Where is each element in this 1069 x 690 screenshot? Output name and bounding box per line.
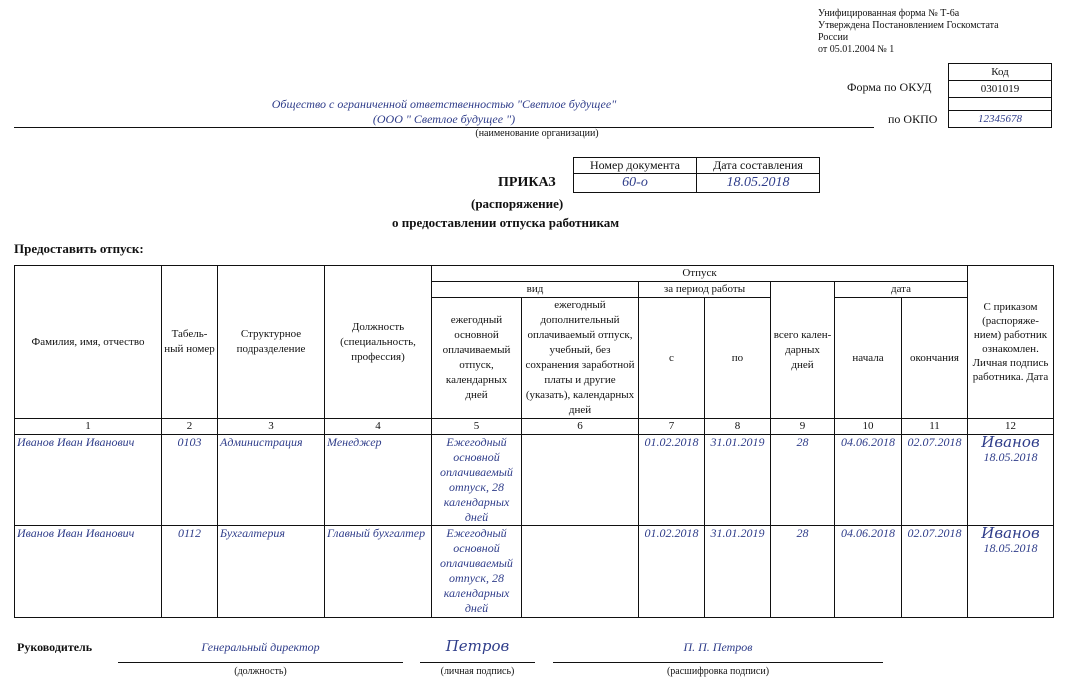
cell-end: 02.07.2018	[902, 435, 968, 526]
header-acquainted: С приказом (распоряже-нием) работник ознакомлен. Личная подпись работника. Дата	[968, 266, 1054, 419]
header-otpusk: Отпуск	[432, 266, 968, 282]
column-number: 2	[162, 419, 218, 435]
column-number: 4	[325, 419, 432, 435]
document-subtitle: (распоряжение)	[471, 196, 564, 211]
section-title: Предоставить отпуск:	[14, 241, 144, 256]
okud-value: 0301019	[949, 81, 1052, 98]
cell-signature	[968, 526, 1054, 618]
header-dates: дата	[835, 282, 968, 298]
cell-fio: Иванов Иван Иванович	[15, 435, 162, 526]
head-signature: Петров	[445, 637, 510, 655]
header-department: Структурное подразделение	[218, 266, 325, 419]
document-number-table	[573, 157, 820, 193]
header-end: окончания	[902, 298, 968, 419]
signature-date: 18.05.2018	[983, 450, 1038, 464]
header-from: с	[639, 298, 705, 419]
form-header-line: от 05.01.2004 № 1	[818, 44, 895, 55]
form-header	[818, 8, 1058, 56]
signature-line	[420, 662, 535, 663]
head-label: Руководитель	[17, 640, 93, 654]
head-position: Генеральный директор	[201, 640, 320, 654]
column-number: 11	[902, 419, 968, 435]
form-header-line: Унифицированная форма № Т-6а	[818, 8, 960, 19]
cell-start: 04.06.2018	[835, 435, 902, 526]
cell-annual: Ежегодный основной оплачиваемый отпуск, 28 календарных дней	[432, 526, 522, 618]
cell-start: 04.06.2018	[835, 526, 902, 618]
cell-fio: Иванов Иван Иванович	[15, 526, 162, 618]
document-subject: о предоставлении отпуска работникам	[392, 215, 620, 230]
cell-days: 28	[771, 526, 835, 618]
okud-label: Форма по ОКУД	[847, 80, 932, 94]
column-number: 3	[218, 419, 325, 435]
codes-table	[948, 63, 1052, 128]
cell-days: 28	[771, 435, 835, 526]
employee-signature: Иванов	[981, 433, 1040, 451]
header-vid: вид	[432, 282, 639, 298]
cell-tab-no: 0112	[162, 526, 218, 618]
header-fio: Фамилия, имя, отчество	[15, 266, 162, 419]
employee-signature: Иванов	[981, 524, 1040, 542]
form-header-line: России	[818, 32, 849, 43]
form-header-line: Утверждена Постановлением Госкомстата	[818, 20, 999, 31]
okpo-label: по ОКПО	[888, 112, 938, 126]
column-number: 1	[15, 419, 162, 435]
cell-annual: Ежегодный основной оплачиваемый отпуск, 28 календарных дней	[432, 435, 522, 526]
header-annual: ежегодный основной оплачиваемый отпуск, календарных дней	[432, 298, 522, 419]
table-row	[15, 526, 1054, 618]
cell-department: Бухгалтерия	[218, 526, 325, 618]
cell-to: 31.01.2019	[705, 435, 771, 526]
document-number: 60-о	[574, 174, 697, 193]
column-number: 12	[968, 419, 1054, 435]
vacation-table	[14, 265, 1054, 618]
cell-tab-no: 0103	[162, 435, 218, 526]
column-number: 5	[432, 419, 522, 435]
document-title: ПРИКАЗ	[498, 175, 556, 190]
name-line	[553, 662, 883, 663]
table-row	[15, 435, 1054, 526]
column-number: 10	[835, 419, 902, 435]
organization-underline	[14, 127, 874, 128]
header-to: по	[705, 298, 771, 419]
column-number: 8	[705, 419, 771, 435]
cell-signature	[968, 435, 1054, 526]
head-name: П. П. Петров	[683, 640, 753, 654]
header-tab-no: Табель-ный номер	[162, 266, 218, 419]
column-numbers-row	[15, 419, 1054, 435]
document-date-header: Дата составления	[697, 158, 820, 174]
cell-end: 02.07.2018	[902, 526, 968, 618]
code-header: Код	[949, 64, 1052, 81]
organization-name	[14, 97, 874, 127]
cell-to: 31.01.2019	[705, 526, 771, 618]
name-caption: (расшифровка подписи)	[666, 666, 770, 677]
document-number-header: Номер документа	[574, 158, 697, 174]
cell-position: Главный бухгалтер	[325, 526, 432, 618]
header-position: Должность (специальность, профессия)	[325, 266, 432, 419]
header-total-days: всего кален-дарных дней	[771, 282, 835, 419]
organization-name-line1: Общество с ограниченной ответственностью "Светлое будущее"	[271, 97, 617, 111]
okpo-value: 12345678	[949, 111, 1052, 128]
cell-position: Менеджер	[325, 435, 432, 526]
header-additional: ежегодный дополнительный оплачиваемый отпуск, учебный, без сохранения заработной платы и другие (указать), календарных дней	[522, 298, 639, 419]
signature-caption: (личная подпись)	[440, 666, 515, 677]
codes-spacer	[949, 98, 1052, 111]
organization-caption: (наименование организации)	[475, 128, 599, 139]
cell-additional	[522, 526, 639, 618]
cell-from: 01.02.2018	[639, 526, 705, 618]
column-number: 6	[522, 419, 639, 435]
header-start: начала	[835, 298, 902, 419]
position-caption: (должность)	[234, 666, 287, 677]
cell-from: 01.02.2018	[639, 435, 705, 526]
position-line	[118, 662, 403, 663]
document-date: 18.05.2018	[697, 174, 820, 193]
organization-name-line2: (ООО " Светлое будущее ")	[372, 112, 516, 126]
header-period: за период работы	[639, 282, 771, 298]
signature-date: 18.05.2018	[983, 541, 1038, 555]
cell-additional	[522, 435, 639, 526]
cell-department: Администрация	[218, 435, 325, 526]
column-number: 9	[771, 419, 835, 435]
column-number: 7	[639, 419, 705, 435]
